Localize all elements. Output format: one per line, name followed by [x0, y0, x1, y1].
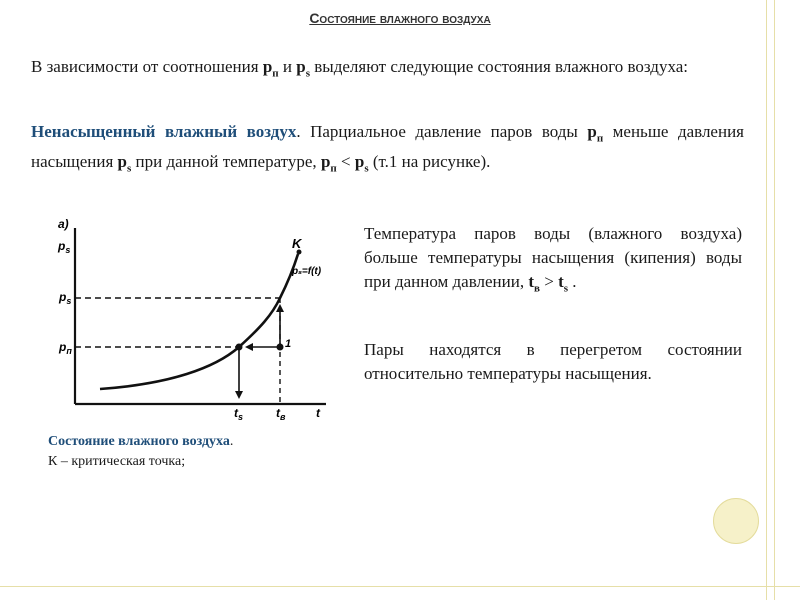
frame-line	[766, 0, 767, 600]
saturation-curve	[100, 254, 298, 389]
point-1-label: 1	[285, 338, 292, 350]
critical-point-label: K	[292, 236, 302, 251]
symbol: p	[320, 152, 331, 172]
decorative-circle	[713, 498, 759, 544]
symbol: t	[528, 272, 535, 291]
text: и	[278, 57, 297, 76]
text: В зависимости от соотношения	[31, 57, 263, 76]
subscript: s	[563, 282, 569, 295]
frame-line	[0, 586, 800, 587]
superheated-paragraph: Пары находятся в перегретом состоянии относительно температуры насыщения.	[364, 340, 742, 383]
text: . Парциальное давление паров воды	[296, 122, 588, 141]
temperature-paragraph	[364, 222, 742, 300]
curve-equation: pₛ=f(t)	[292, 266, 322, 277]
caption-punct: .	[229, 434, 234, 449]
text: Температура паров воды (влажного воздуха) больше температуры насыщения (кипения) воды при данном давлении,	[364, 224, 742, 291]
pn-label-text: p	[59, 340, 67, 354]
subscript: s	[305, 67, 310, 80]
ps-label-text: p	[59, 290, 67, 304]
figure-caption-note: К – критическая точка;	[48, 454, 186, 469]
text: .	[568, 272, 577, 291]
figure-caption	[48, 434, 233, 450]
text: выделяют следующие состояния влажного воздуха:	[310, 57, 689, 76]
symbol: p	[117, 152, 127, 172]
ts-axis-label-sub: s	[238, 412, 244, 422]
ps-label	[58, 290, 71, 306]
caption-title: Состояние влажного воздуха	[48, 434, 230, 449]
slide-title: Состояние влажного воздуха	[309, 10, 491, 26]
y-axis-label-text: p	[58, 239, 66, 253]
subscript: п	[272, 67, 279, 80]
state-diagram	[40, 208, 340, 433]
subscript: s	[126, 162, 132, 175]
subscript: п	[330, 162, 337, 175]
text: <	[336, 152, 355, 172]
tv-axis-label-sub: в	[280, 412, 286, 422]
tv-axis-label	[276, 406, 286, 422]
symbol: p	[354, 152, 365, 172]
panel-label: а)	[58, 217, 69, 231]
unsaturated-paragraph	[31, 120, 744, 181]
symbol: t	[558, 272, 564, 291]
symbol: p	[296, 57, 306, 76]
symbol: p	[587, 122, 597, 141]
subscript: п	[596, 132, 604, 145]
saturation-point	[236, 344, 243, 351]
x-axis-label: t	[316, 406, 320, 420]
text: при данной температуре,	[131, 152, 321, 172]
frame-line	[774, 0, 775, 600]
y-axis-label	[57, 239, 70, 255]
ts-axis-label	[234, 406, 243, 422]
subscript: s	[364, 162, 369, 175]
tv-axis-label-text: t	[276, 406, 280, 420]
text: (т.1 на рисунке).	[368, 152, 491, 172]
y-axis-label-sub: s	[65, 245, 71, 255]
pn-label	[58, 340, 72, 356]
subscript: в	[534, 282, 540, 295]
pn-label-sub: п	[66, 346, 72, 356]
state-point-1	[277, 344, 284, 351]
text: >	[539, 272, 559, 291]
term-heading: Ненасыщенный влажный воздух	[31, 122, 297, 141]
ts-axis-label-text: t	[234, 406, 238, 420]
symbol: p	[262, 57, 273, 76]
intro-paragraph	[31, 55, 744, 85]
ps-label-sub: s	[66, 296, 72, 306]
text: меньше давления насыщения	[31, 122, 744, 172]
